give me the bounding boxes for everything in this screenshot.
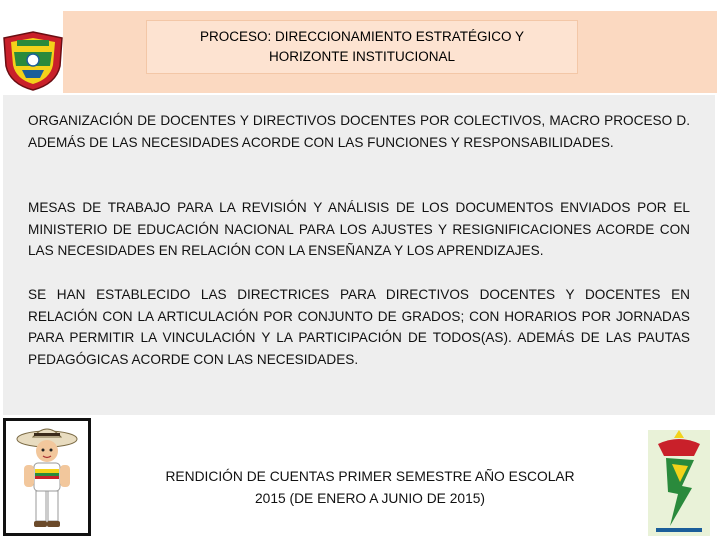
page-title-line-2: HORIZONTE INSTITUCIONAL <box>268 49 455 64</box>
paragraph-mesas-de-trabajo: MESAS DE TRABAJO PARA LA REVISIÓN Y ANÁLISIS DE LOS DOCUMENTOS ENVIADOS POR EL MINISTERIO DE EDUCACIÓN NACIONAL PARA LOS AJUSTES Y RESIGNIFICACIONES ACORDE CON LAS NECESIDADES EN RELACIÓN CON LA ENSEÑANZA Y LOS APRENDIZAJES. <box>28 200 690 258</box>
paragraph-directrices: SE HAN ESTABLECIDO LAS DIRECTRICES PARA DIRECTIVOS DOCENTES Y DOCENTES EN RELACIÓN CON LA ARTICULACIÓN POR CONJUNTO DE GRADOS; CON HORARIOS POR JORNADAS PARA PERMITIR LA VINCULACIÓN Y LA PARTICIPACIÓN DE TODOS(AS). ADEMÁS DE LAS PAUTAS PEDAGÓGICAS ACORDE CON LAS NECESIDADES. <box>28 287 690 367</box>
school-shield-icon <box>0 30 66 92</box>
footer-caption <box>120 466 620 510</box>
mascot-figure-icon <box>648 430 710 536</box>
paragraph-organizacion: ORGANIZACIÓN DE DOCENTES Y DIRECTIVOS DOCENTES POR COLECTIVOS, MACRO PROCESO D. ADEMÁS DE LAS NECESIDADES ACORDE CON LAS FUNCIONES Y RESPONSABILIDADES. <box>28 113 690 150</box>
footer-caption-line-2: 2015 (DE ENERO A JUNIO DE 2015) <box>254 491 486 506</box>
page-title <box>146 20 578 74</box>
page-title-line-1: PROCESO: DIRECCIONAMIENTO ESTRATÉGICO Y <box>199 29 525 44</box>
mascot-child-icon <box>3 418 91 536</box>
footer-caption-line-1: RENDICIÓN DE CUENTAS PRIMER SEMESTRE AÑO ESCOLAR <box>165 469 575 484</box>
